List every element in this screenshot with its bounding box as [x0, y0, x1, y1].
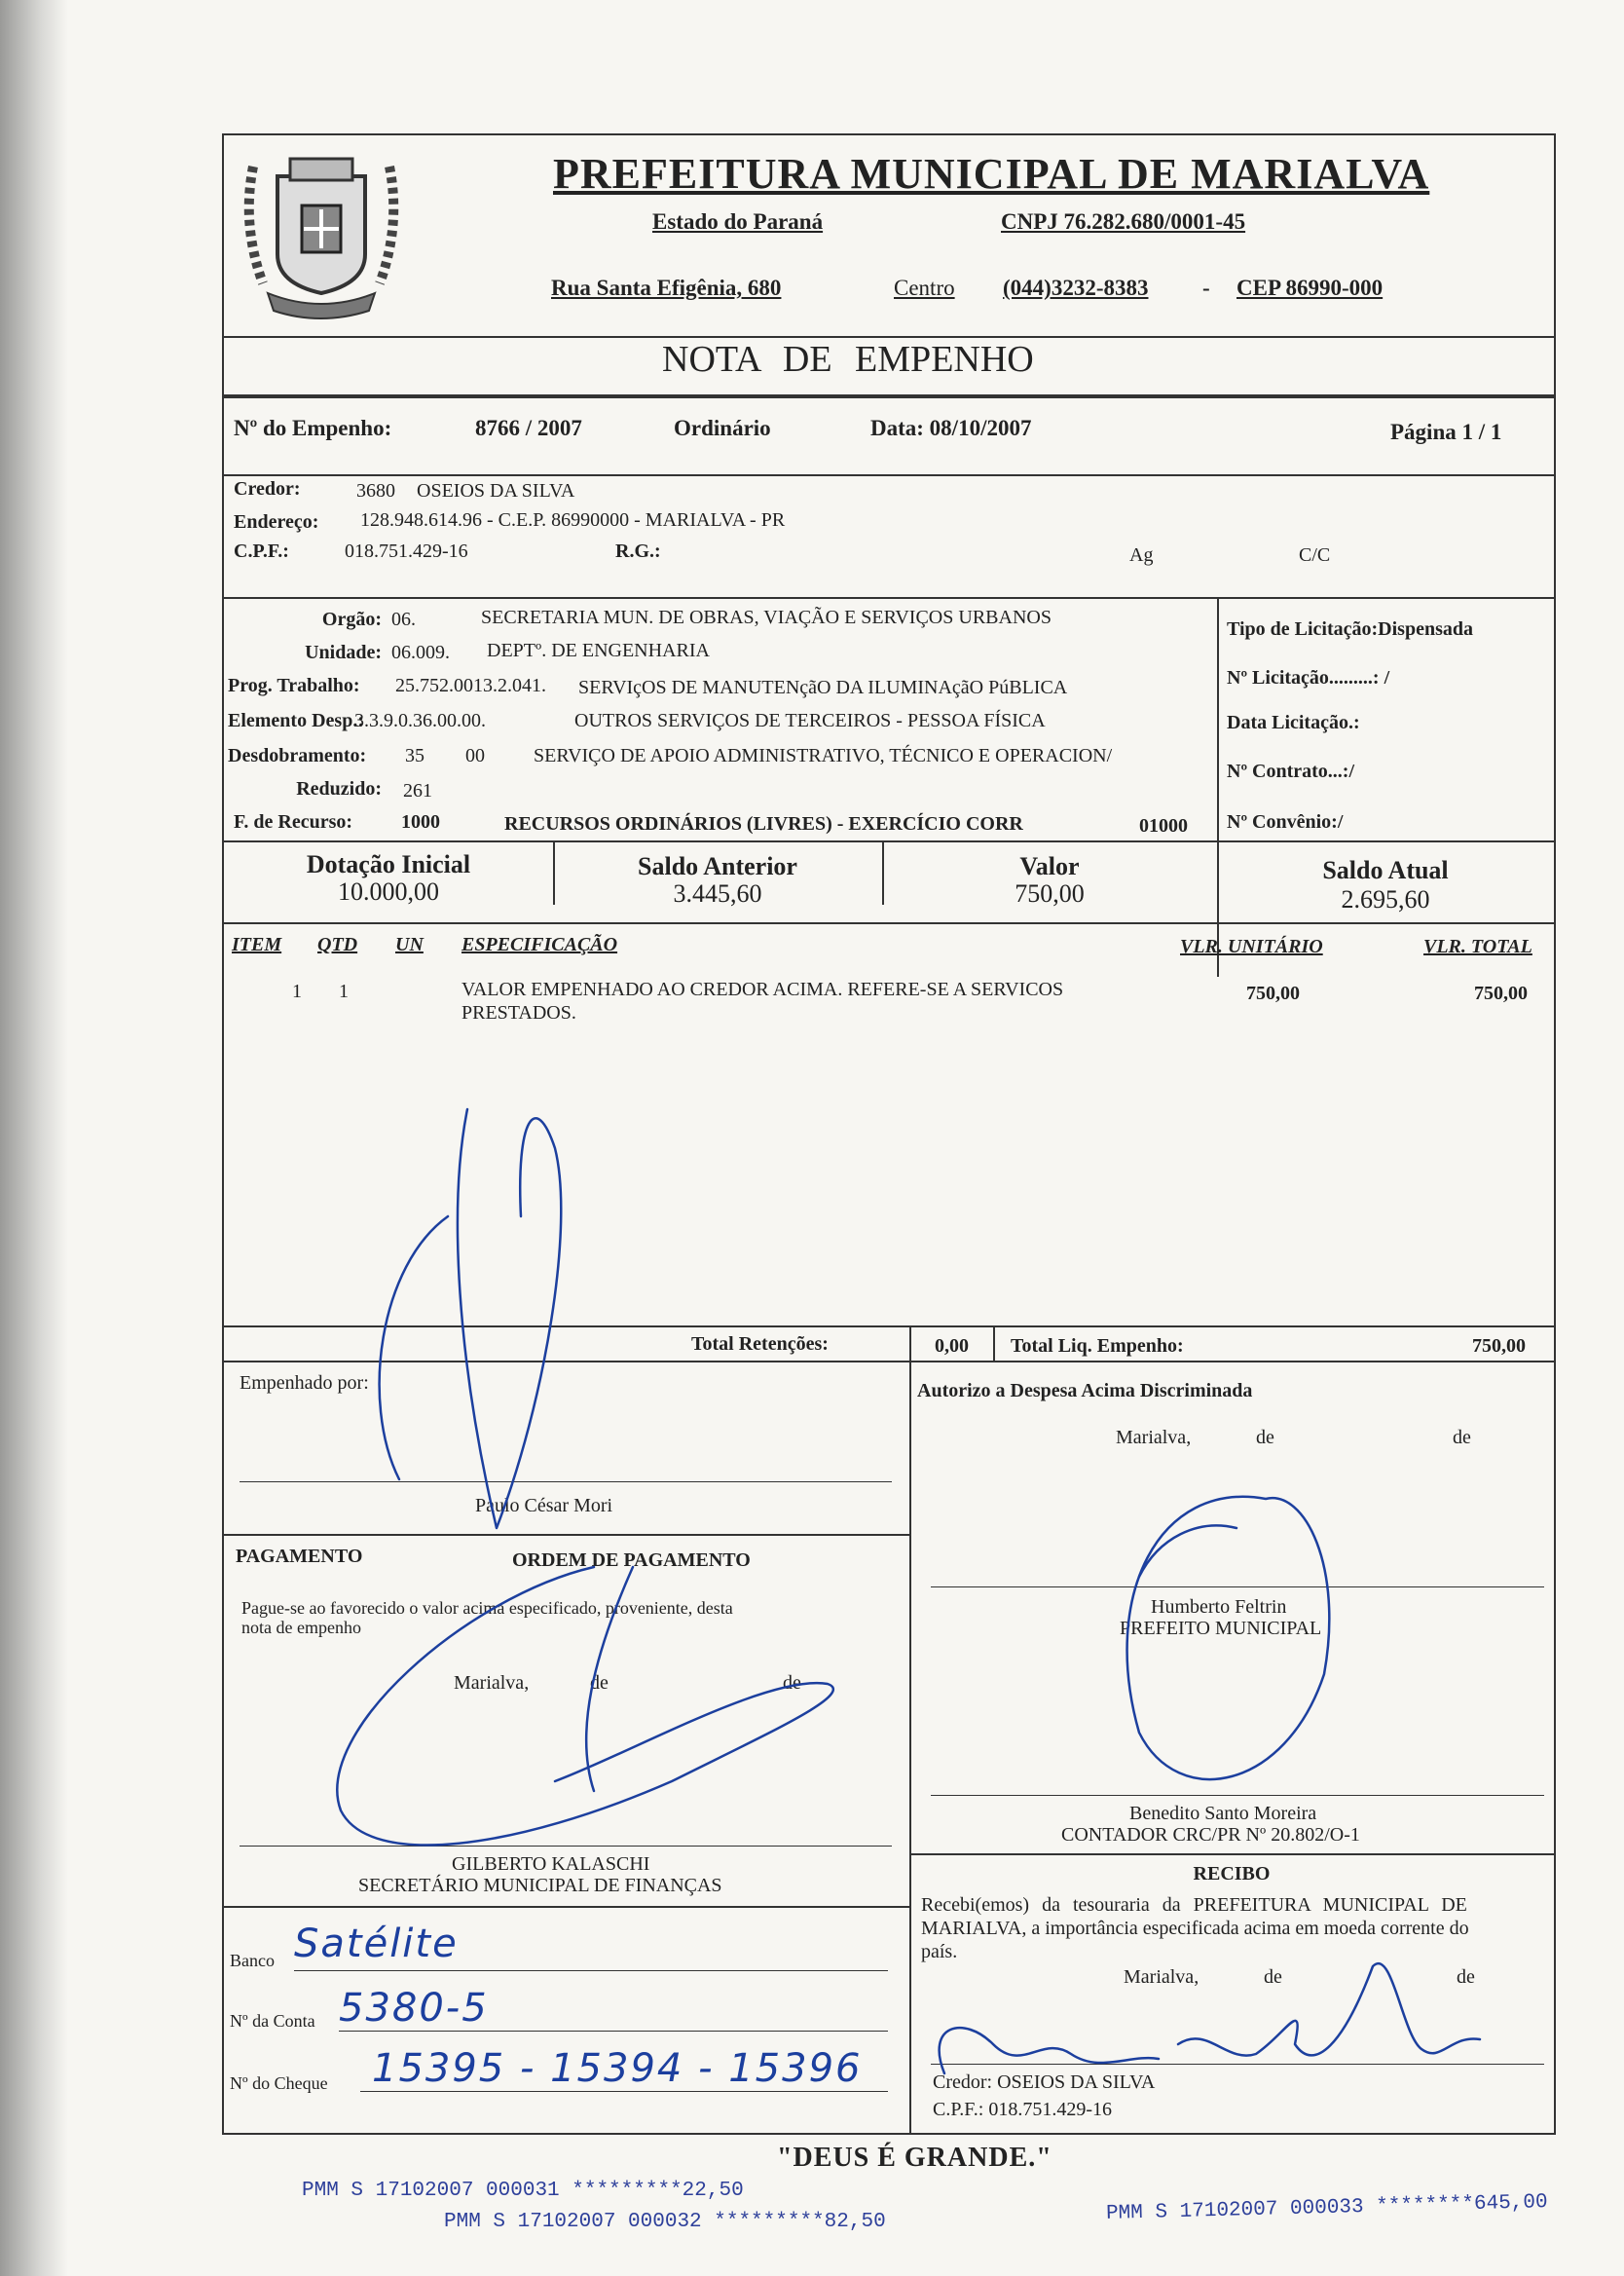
header-state: Estado do Paraná: [652, 209, 824, 234]
orgao-code: 06.: [391, 609, 416, 630]
autorizo-city: Marialva,: [1116, 1427, 1192, 1448]
recibo-cpf: C.P.F.: 018.751.429-16: [933, 2099, 1112, 2120]
signature-empenhado: [458, 1109, 561, 1528]
secretario-role: SECRETÁRIO MUNICIPAL DE FINANÇAS: [358, 1875, 722, 1896]
prog-code: 25.752.0013.2.041.: [395, 675, 546, 696]
empenho-number: 8766 / 2007: [475, 416, 582, 440]
conta-value: 5380-5: [339, 1986, 489, 2031]
empenho-form: [222, 133, 1556, 2135]
pagamento-label: PAGAMENTO: [236, 1546, 363, 1567]
elemento-label: Elemento Desp.:: [228, 710, 364, 731]
desdobramento-sub: 00: [465, 745, 485, 766]
col-item: ITEM: [232, 934, 282, 955]
orgao-label: Orgão:: [321, 609, 382, 630]
empenho-page: Página 1 / 1: [1390, 420, 1502, 444]
prefeito-role: PREFEITO MUNICIPAL: [1120, 1618, 1322, 1639]
reduzido-label: Reduzido:: [296, 778, 382, 800]
pagamento-de2: de: [783, 1672, 801, 1694]
elemento-name: OUTROS SERVIÇOS DE TERCEIROS - PESSOA FÍSICA: [574, 710, 1046, 731]
col-total: VLR. TOTAL: [1423, 936, 1532, 957]
fonte-label: F. de Recurso:: [234, 811, 353, 833]
address-label: Endereço:: [234, 511, 319, 533]
creditor-name: OSEIOS DA SILVA: [417, 480, 575, 502]
signature-strokes: [224, 135, 1554, 2133]
banco-label: Banco: [230, 1951, 275, 1970]
pagamento-text-line1: Pague-se ao favorecido o valor acima especificado, proveniente, desta: [241, 1598, 733, 1618]
empenho-type: Ordinário: [674, 416, 771, 440]
cheque-value: 15395 - 15394 - 15396: [372, 2046, 863, 2091]
item-qty: 1: [339, 981, 349, 1002]
banco-value: Satélite: [294, 1922, 459, 1966]
recibo-text-line2: MARIALVA, a importância especificada acima em moeda corrente do: [921, 1918, 1469, 1939]
header-cep: CEP 86990-000: [1236, 276, 1384, 300]
creditor-cpf: 018.751.429-16: [345, 541, 468, 562]
prefeito-name: Humberto Feltrin: [1151, 1596, 1287, 1618]
pagamento-text-line2: nota de empenho: [241, 1618, 361, 1637]
col-qtd: QTD: [317, 934, 358, 955]
cheque-label: Nº do Cheque: [230, 2073, 328, 2093]
motto: "DEUS É GRANDE.": [777, 2143, 1052, 2173]
empenho-label: Nº do Empenho:: [234, 416, 392, 440]
reduzido-value: 261: [403, 780, 432, 802]
recibo-city: Marialva,: [1124, 1966, 1200, 1988]
cc-label: C/C: [1299, 544, 1331, 566]
pagamento-de1: de: [590, 1672, 609, 1694]
num-convenio: Nº Convênio:/: [1227, 811, 1344, 833]
creditor-label: Credor:: [234, 478, 301, 500]
ag-label: Ag: [1129, 544, 1154, 566]
prog-label: Prog. Trabalho:: [228, 675, 360, 696]
item-unit-value: 750,00: [1246, 983, 1300, 1004]
item-total-value: 750,00: [1474, 983, 1528, 1004]
stamp-2: PMM S 17102007 000032 *********82,50: [444, 2211, 886, 2233]
cpf-label: C.P.F.:: [234, 541, 289, 562]
ordem-pagamento-label: ORDEM DE PAGAMENTO: [512, 1549, 751, 1571]
autorizo-de2: de: [1453, 1427, 1471, 1448]
desdobramento-code: 35: [405, 745, 424, 766]
fonte-number: 01000: [1139, 815, 1188, 837]
recibo-text-line3: país.: [921, 1941, 958, 1962]
stamp-3: PMM S 17102007 000033 ********645,00: [1105, 2191, 1548, 2225]
unidade-name: DEPTº. DE ENGENHARIA: [487, 640, 710, 661]
stamp-1: PMM S 17102007 000031 *********22,50: [302, 2180, 744, 2202]
signature-prefeito: [1127, 1497, 1330, 1779]
fonte-code: 1000: [401, 811, 440, 833]
dotacao-label: Dotação Inicial: [306, 850, 471, 878]
scan-shadow: [0, 0, 68, 2276]
num-contrato: Nº Contrato...:/: [1227, 761, 1355, 782]
recibo-de1: de: [1264, 1966, 1282, 1988]
document-title: NOTA DE EMPENHO: [662, 339, 1034, 380]
col-unit: VLR. UNITÁRIO: [1180, 936, 1323, 957]
header-street: Rua Santa Efigênia, 680: [551, 276, 782, 300]
creditor-code: 3680: [356, 480, 395, 502]
liquido-label: Total Liq. Empenho:: [1011, 1335, 1184, 1357]
desdobramento-label: Desdobramento:: [228, 745, 367, 766]
header-district: Centro: [894, 276, 955, 300]
recibo-text-line1: Recebi(emos) da tesouraria da PREFEITURA MUNICIPAL DE: [921, 1894, 1467, 1916]
saldo-anterior-value: 3.445,60: [673, 879, 762, 908]
retencoes-label: Total Retenções:: [691, 1333, 829, 1355]
signature-credor: [940, 1963, 1480, 2073]
col-spec: ESPECIFICAÇÃO: [461, 934, 618, 955]
contador-name: Benedito Santo Moreira: [1129, 1803, 1317, 1824]
conta-label: Nº da Conta: [230, 2011, 315, 2031]
dotacao-value: 10.000,00: [338, 877, 439, 906]
saldo-atual-label: Saldo Atual: [1322, 856, 1449, 884]
header-title: PREFEITURA MUNICIPAL DE MARIALVA: [553, 150, 1430, 198]
rg-label: R.G.:: [615, 541, 661, 562]
recibo-de2: de: [1457, 1966, 1475, 1988]
autorizo-de1: de: [1256, 1427, 1274, 1448]
valor-value: 750,00: [1015, 879, 1085, 908]
pagamento-city: Marialva,: [454, 1672, 530, 1694]
header-cnpj: CNPJ 76.282.680/0001-45: [1001, 209, 1246, 234]
retencoes-value: 0,00: [935, 1335, 969, 1357]
item-number: 1: [292, 981, 302, 1002]
creditor-address: 128.948.614.96 - C.E.P. 86990000 - MARIALVA - PR: [360, 509, 786, 531]
item-spec-line1: VALOR EMPENHADO AO CREDOR ACIMA. REFERE-SE A SERVICOS: [461, 979, 1064, 1000]
num-licitacao: Nº Licitação.........: /: [1227, 667, 1390, 689]
saldo-atual-value: 2.695,60: [1341, 885, 1430, 914]
liquido-value: 750,00: [1472, 1335, 1526, 1357]
empenhado-label: Empenhado por:: [240, 1372, 369, 1394]
header-phone: (044)3232-8383: [1003, 276, 1149, 300]
tipo-licitacao: Tipo de Licitação:Dispensada: [1227, 618, 1473, 640]
autorizo-label: Autorizo a Despesa Acima Discriminada: [917, 1380, 1253, 1401]
empenhado-signer: Paulo César Mori: [475, 1495, 613, 1516]
col-un: UN: [395, 934, 424, 955]
prog-name: SERVIçOS DE MANUTENçãO DA ILUMINAçãO PúBLICA: [578, 677, 1068, 698]
header-sep: -: [1202, 276, 1210, 300]
saldo-anterior-label: Saldo Anterior: [638, 852, 797, 880]
data-licitacao: Data Licitação.:: [1227, 712, 1360, 733]
unidade-label: Unidade:: [305, 642, 382, 663]
item-spec-line2: PRESTADOS.: [461, 1002, 576, 1024]
signature-pagamento: [337, 1567, 833, 1846]
desdobramento-name: SERVIÇO DE APOIO ADMINISTRATIVO, TÉCNICO E OPERACION/: [534, 745, 1113, 766]
recibo-credor: Credor: OSEIOS DA SILVA: [933, 2071, 1156, 2093]
valor-label: Valor: [1019, 852, 1080, 880]
empenho-date: Data: 08/10/2007: [870, 416, 1032, 440]
recibo-title: RECIBO: [1193, 1863, 1271, 1884]
unidade-code: 06.009.: [391, 642, 450, 663]
contador-role: CONTADOR CRC/PR Nº 20.802/O-1: [1061, 1824, 1360, 1846]
orgao-name: SECRETARIA MUN. DE OBRAS, VIAÇÃO E SERVIÇOS URBANOS: [481, 607, 1052, 628]
elemento-code: 3.3.9.0.36.00.00.: [354, 710, 486, 731]
fonte-name: RECURSOS ORDINÁRIOS (LIVRES) - EXERCÍCIO CORR: [504, 813, 1023, 835]
secretario-name: GILBERTO KALASCHI: [452, 1853, 650, 1875]
